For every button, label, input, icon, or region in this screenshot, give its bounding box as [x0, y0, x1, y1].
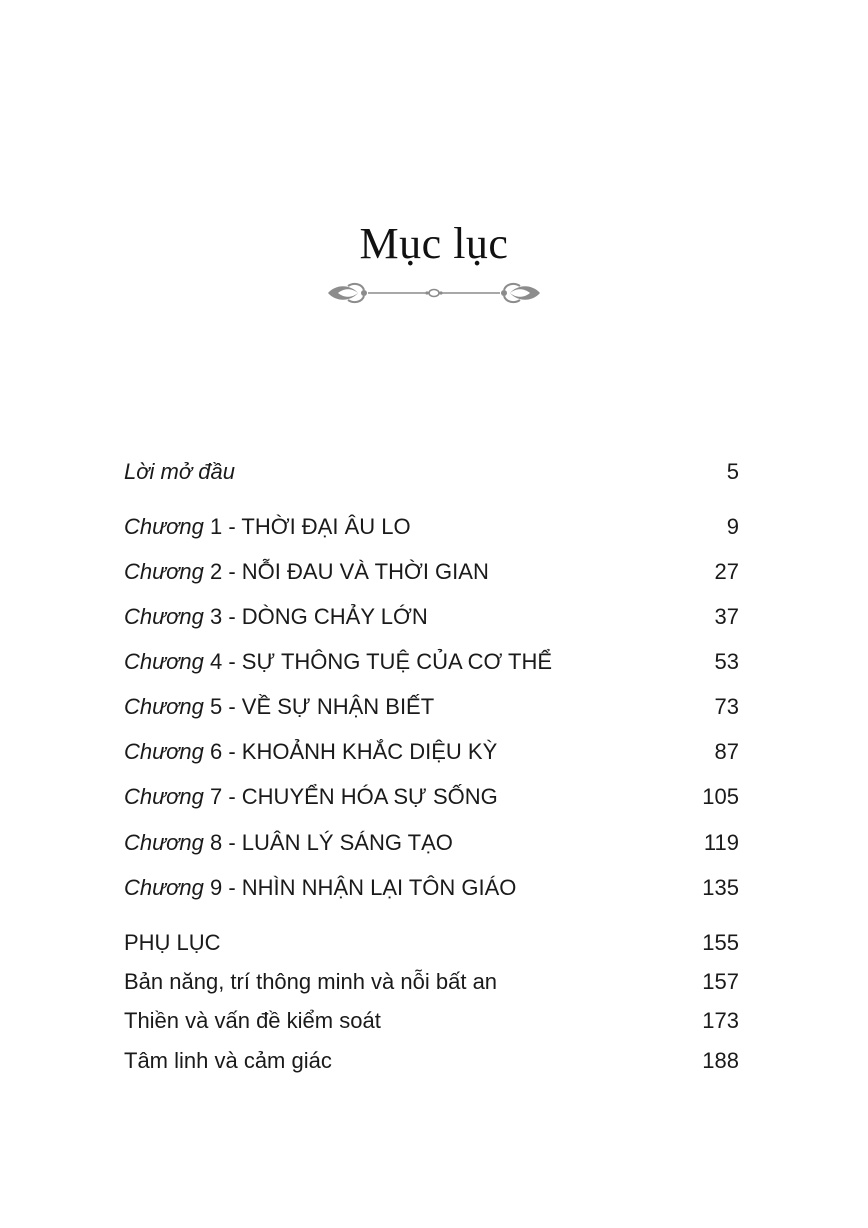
toc-row-appendix-item-1 [124, 967, 739, 997]
toc-label: Thiền và vấn đề kiểm soát [124, 1008, 381, 1033]
chapter-number: 9 [209, 875, 223, 900]
toc-label: Bản năng, trí thông minh và nỗi bất an [124, 969, 498, 994]
toc-row-chapter-2 [124, 557, 739, 587]
chapter-title: SỰ THÔNG TUỆ CỦA CƠ THỂ [241, 649, 553, 674]
chapter-number: 8 [209, 830, 223, 855]
toc-page-number: 155 [702, 930, 739, 955]
chapter-prefix: Chương [124, 514, 204, 539]
toc-row-appendix-item-3 [124, 1046, 739, 1076]
chapter-prefix: Chương [124, 559, 204, 584]
chapter-title: NHÌN NHẬN LẠI TÔN GIÁO [241, 875, 517, 900]
chapter-prefix: Chương [124, 649, 204, 674]
toc-row-chapter-8 [124, 828, 739, 858]
toc-row-intro [124, 457, 739, 487]
chapter-prefix: Chương [124, 739, 204, 764]
toc-page-number: 87 [714, 739, 739, 764]
chapter-prefix: Chương [124, 604, 204, 629]
toc-page-number: 5 [726, 459, 739, 484]
chapter-number: 2 [209, 559, 223, 584]
chapter-number: 7 [209, 784, 223, 809]
chapter-prefix: Chương [124, 830, 204, 855]
toc-page-number: 105 [702, 784, 739, 809]
toc-label: Tâm linh và cảm giác [124, 1048, 332, 1073]
toc-row-chapter-9 [124, 873, 739, 903]
toc-page-number: 157 [702, 969, 739, 994]
toc-label: Chương 8 - LUÂN LÝ SÁNG TẠO [124, 830, 453, 855]
toc-label: Chương 5 - VỀ SỰ NHẬN BIẾT [124, 694, 435, 719]
toc-row-chapter-5 [124, 692, 739, 722]
toc-label: Chương 7 - CHUYỂN HÓA SỰ SỐNG [124, 784, 498, 809]
chapter-number: 3 [209, 604, 223, 629]
toc-page-number: 173 [702, 1008, 739, 1033]
chapter-title: CHUYỂN HÓA SỰ SỐNG [241, 784, 498, 809]
chapter-title: LUÂN LÝ SÁNG TẠO [241, 830, 453, 855]
toc-page-number: 53 [714, 649, 739, 674]
toc-label: PHỤ LỤC [124, 930, 221, 955]
chapter-number: 1 [209, 514, 223, 539]
toc-page-number: 73 [714, 694, 739, 719]
toc-label: Chương 6 - KHOẢNH KHẮC DIỆU KỲ [124, 739, 498, 764]
chapter-title: VỀ SỰ NHẬN BIẾT [241, 694, 435, 719]
toc-label: Chương 4 - SỰ THÔNG TUỆ CỦA CƠ THỂ [124, 649, 553, 674]
chapter-number: 5 [209, 694, 223, 719]
toc-page-number: 135 [702, 875, 739, 900]
page-title: Mục lục [359, 219, 509, 268]
toc-page-number: 188 [702, 1048, 739, 1073]
toc-label: Chương 2 - NỖI ĐAU VÀ THỜI GIAN [124, 559, 489, 584]
toc-row-chapter-7 [124, 782, 739, 812]
chapter-prefix: Chương [124, 875, 204, 900]
chapter-title: DÒNG CHẢY LỚN [241, 604, 428, 629]
toc-row-chapter-3 [124, 602, 739, 632]
toc-label: Chương 3 - DÒNG CHẢY LỚN [124, 604, 428, 629]
toc-row-chapter-6 [124, 737, 739, 767]
toc-page-number: 37 [714, 604, 739, 629]
toc-row-chapter-4 [124, 647, 739, 677]
chapter-number: 4 [209, 649, 223, 674]
chapter-title: KHOẢNH KHẮC DIỆU KỲ [241, 739, 498, 764]
toc-label: Chương 1 - THỜI ĐẠI ÂU LO [124, 514, 411, 539]
toc-page-number: 9 [726, 514, 739, 539]
chapter-number: 6 [209, 739, 223, 764]
flourish-divider-icon [324, 280, 544, 306]
toc-row-chapter-1 [124, 512, 739, 542]
chapter-prefix: Chương [124, 784, 204, 809]
toc-label: Chương 9 - NHÌN NHẬN LẠI TÔN GIÁO [124, 875, 517, 900]
toc-page-number: 119 [703, 830, 739, 855]
chapter-title: NỖI ĐAU VÀ THỜI GIAN [241, 559, 489, 584]
toc-label: Lời mở đầu [124, 459, 235, 484]
toc-row-appendix-item-2 [124, 1006, 739, 1036]
chapter-prefix: Chương [124, 694, 204, 719]
toc-row-appendix [124, 928, 739, 958]
chapter-title: THỜI ĐẠI ÂU LO [241, 514, 411, 539]
toc-page-number: 27 [714, 559, 739, 584]
